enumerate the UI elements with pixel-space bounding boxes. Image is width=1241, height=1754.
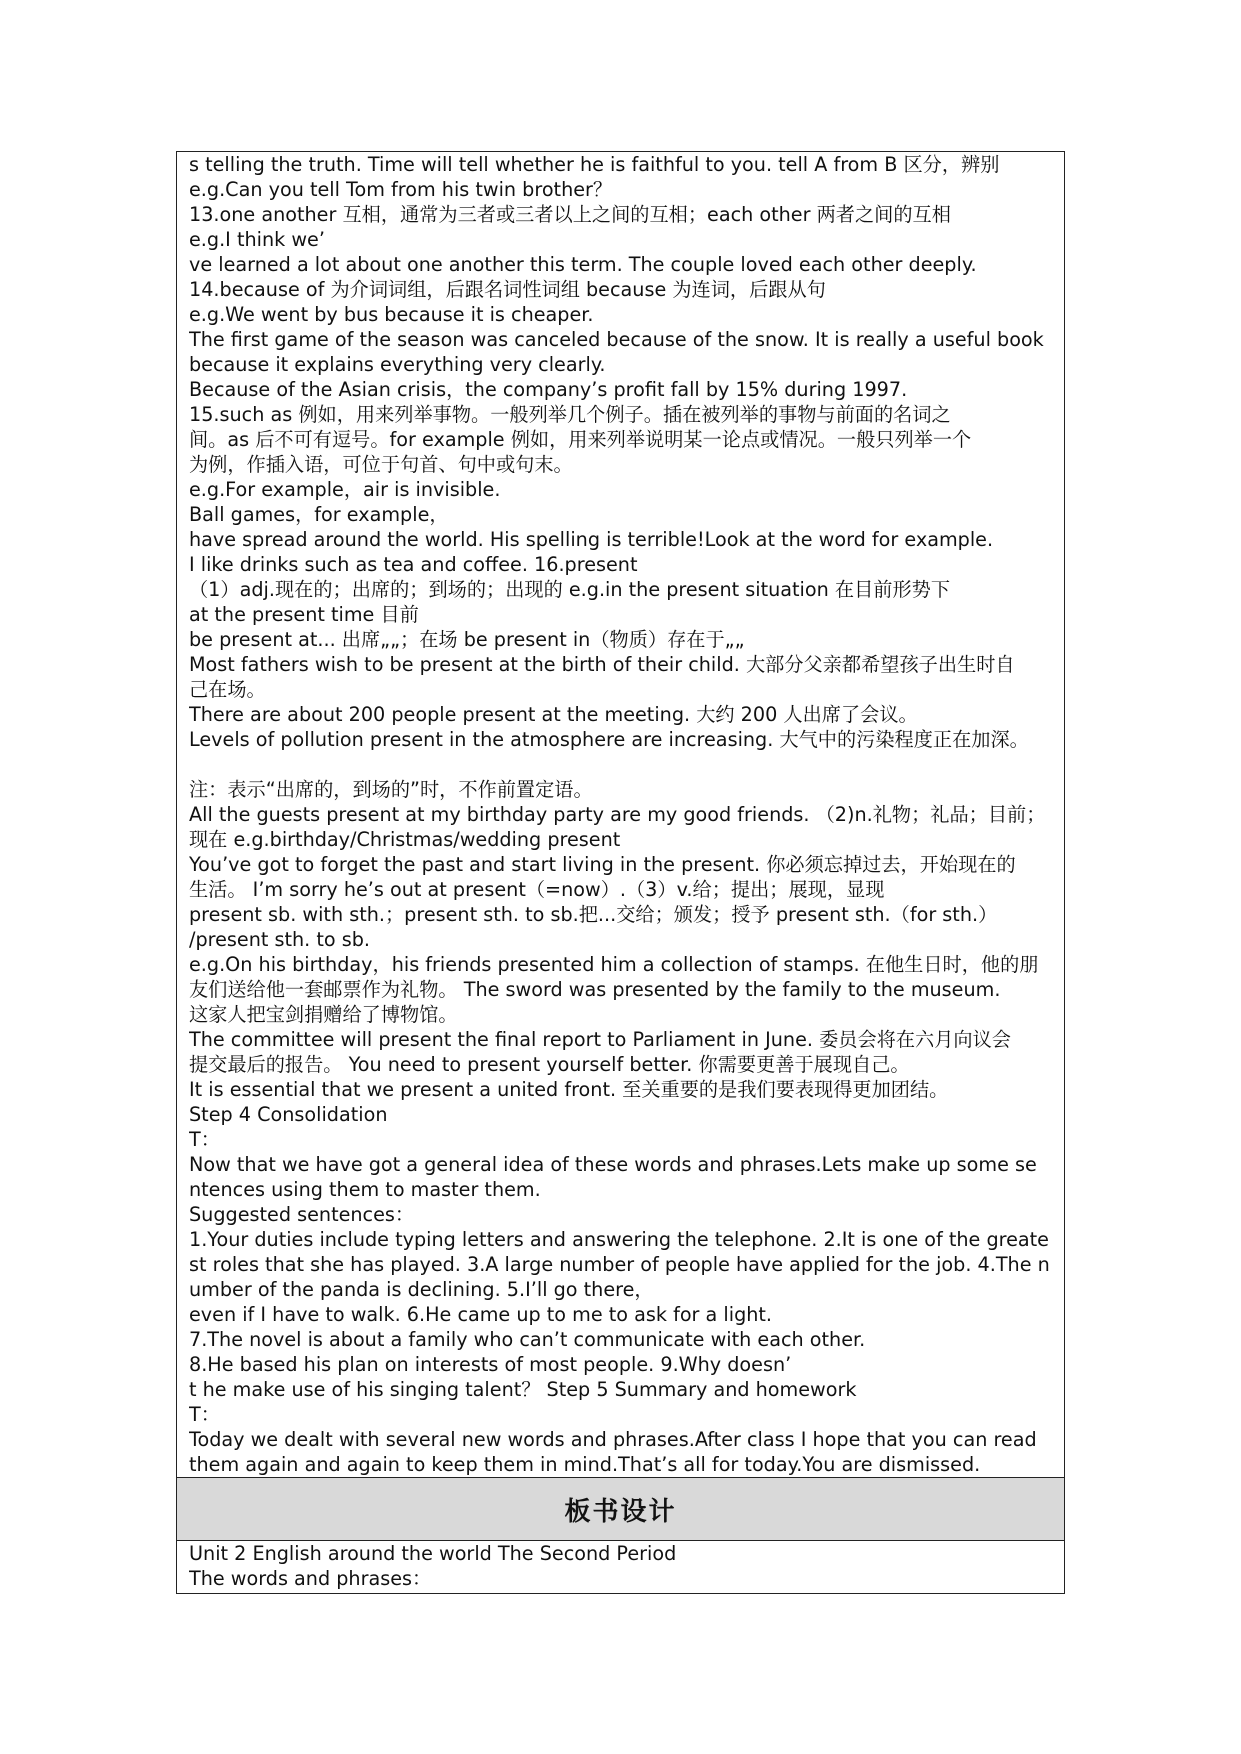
text-line: 8.He based his plan on interests of most people. 9.Why doesn’: [189, 1353, 792, 1376]
text-line: Ball games，for example，: [189, 503, 449, 526]
text-line: T：: [189, 1128, 220, 1151]
text-line: 14.because of 为介词词组，后跟名词性词组 because 为连词，后跟从句: [189, 278, 826, 301]
text-line: e.g.Can you tell Tom from his twin brother？: [189, 178, 613, 201]
text-line: I like drinks such as tea and coffee. 16.present: [189, 553, 638, 576]
text-line: at the present time 目前: [189, 603, 419, 626]
text-line: 注：表示“出席的，到场的”时，不作前置定语。: [189, 778, 593, 801]
text-line: 这家人把宝剑捐赠给了博物馆。: [189, 1003, 458, 1026]
text-line: There are about 200 people present at the meeting. 大约 200 人出席了会议。: [189, 703, 918, 726]
text-line: even if I have to walk. 6.He came up to me to ask for a light.: [189, 1303, 773, 1326]
text-line: Most fathers wish to be present at the birth of their child. 大部分父亲都希望孩子出生时自: [189, 653, 1015, 676]
text-line: ntences using them to master them.: [189, 1178, 541, 1201]
board-design-cell: [177, 1541, 1064, 1593]
text-line: because it explains everything very clearly.: [189, 353, 606, 376]
text-line: 友们送给他一套邮票作为礼物。 The sword was presented by the family to the museum.: [189, 978, 1001, 1001]
text-line: present sb. with sth.；present sth. to sb.把...交给；颁发；授予 present sth.（for sth.）: [189, 903, 998, 926]
text-line: s telling the truth. Time will tell whether he is faithful to you. tell A from B 区分，辨别: [189, 153, 1000, 176]
lesson-body-cell: [177, 152, 1064, 1477]
text-line: Step 4 Consolidation: [189, 1103, 388, 1126]
text-line: t he make use of his singing talent？ Step 5 Summary and homework: [189, 1378, 857, 1401]
footer-line: Unit 2 English around the world The Second Period: [189, 1542, 677, 1565]
text-line: 1.Your duties include typing letters and answering the telephone. 2.It is one of the greate: [189, 1228, 1049, 1251]
text-line: e.g.We went by bus because it is cheaper.: [189, 303, 594, 326]
text-line: （1）adj.现在的；出席的；到场的；出现的 e.g.in the present situation 在目前形势下: [189, 578, 951, 601]
text-line: st roles that she has played. 3.A large number of people have applied for the job. 4.The n: [189, 1253, 1050, 1276]
text-line: Now that we have got a general idea of these words and phrases.Lets make up some se: [189, 1153, 1037, 1176]
text-line: e.g.I think we’: [189, 228, 325, 251]
text-line: 为例，作插入语，可位于句首、句中或句末。: [189, 453, 573, 476]
text-line: have spread around the world. His spelling is terrible!Look at the word for example.: [189, 528, 994, 551]
footer-line: The words and phrases：: [189, 1567, 432, 1590]
text-line: 己在场。: [189, 678, 266, 701]
text-line: The first game of the season was canceled because of the snow. It is really a useful book: [189, 328, 1044, 351]
text-line: 15.such as 例如，用来列举事物。一般列举几个例子。插在被列举的事物与前面的名词之: [189, 403, 951, 426]
text-line: Suggested sentences：: [189, 1203, 415, 1226]
text-line: 提交最后的报告。 You need to present yourself better. 你需要更善于展现自己。: [189, 1053, 910, 1076]
text-line: umber of the panda is declining. 5.I’ll go there，: [189, 1278, 654, 1301]
text-line: 13.one another 互相，通常为三者或三者以上之间的互相；each other 两者之间的互相: [189, 203, 951, 226]
section-title: 板书设计: [564, 1496, 677, 1527]
text-line: ve learned a lot about one another this term. The couple loved each other deeply.: [189, 253, 977, 276]
text-line: 现在 e.g.birthday/Christmas/wedding present: [189, 828, 621, 851]
text-line: be present at... 出席„„；在场 be present in（物质）存在于„„: [189, 628, 745, 651]
text-line: 间。as 后不可有逗号。for example 例如，用来列举说明某一论点或情况。一般只列举一个: [189, 428, 972, 451]
text-line: e.g.On his birthday，his friends presented him a collection of stamps. 在他生日时，他的朋: [189, 953, 1039, 976]
lesson-table: [176, 151, 1065, 1594]
text-line: You’ve got to forget the past and start living in the present. 你必须忘掉过去，开始现在的: [189, 853, 1016, 876]
text-line: them again and again to keep them in mind.That’s all for today.You are dismissed.: [189, 1453, 981, 1476]
text-line: Because of the Asian crisis，the company’s profit fall by 15% during 1997.: [189, 378, 908, 401]
text-line: It is essential that we present a united front. 至关重要的是我们要表现得更加团结。: [189, 1078, 949, 1101]
text-line: 生活。 I’m sorry he’s out at present（=now）.（3）v.给；提出；展现，显现: [189, 878, 885, 901]
text-line: [189, 752, 1054, 777]
text-line: Today we dealt with several new words and phrases.After class I hope that you can read: [189, 1428, 1037, 1451]
board-design-header: [177, 1477, 1064, 1541]
text-line: T：: [189, 1403, 220, 1426]
text-line: Levels of pollution present in the atmosphere are increasing. 大气中的污染程度正在加深。: [189, 728, 1029, 751]
text-line: e.g.For example，air is invisible.: [189, 478, 501, 501]
text-line: All the guests present at my birthday party are my good friends. （2)n.礼物；礼品；目前；: [189, 803, 1046, 826]
text-line: The committee will present the final report to Parliament in June. 委员会将在六月向议会: [189, 1028, 1011, 1051]
text-line: 7.The novel is about a family who can’t communicate with each other.: [189, 1328, 866, 1351]
text-line: /present sth. to sb.: [189, 928, 371, 951]
